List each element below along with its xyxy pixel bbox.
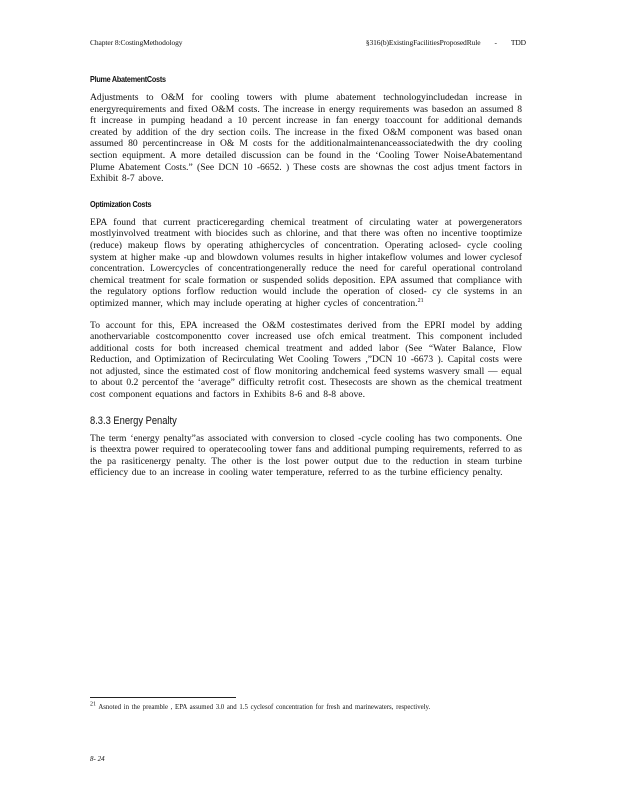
footnote-reference: 21	[417, 297, 424, 304]
header-rule: §316(b)ExistingFacilitiesProposedRule	[365, 38, 481, 47]
header-right	[366, 38, 526, 47]
footnote-divider	[90, 697, 236, 698]
footnote	[90, 703, 520, 712]
paragraph-optimization-1-text: EPA found that current practiceregarding chemical treatment of circulating water at powergenerators mostlyinvolved treatment with biocides such as chlorine, and that there was often no incentive tooptimize (reduce) makeup flows by operating athighercycles of concentration. Operating aclosed- cycle cooling system at higher make -up and blowdown volumes results in higher intakeflow volumes and lower cyclesof concentration. Lowercycles of concentrationgenerally reduce the need for careful operational controland chemical treatment for scale formation or suspended solids deposition. EPA assumed that compliance with the regulatory options forflow reduction would include the operation of closed- cy cle systems in an optimized manner, which may include operating at higher cycles of concentration.	[90, 216, 522, 309]
heading-optimization-costs: Optimization Costs	[90, 198, 152, 209]
footnote-mark: 21	[90, 701, 96, 708]
header-chapter: Chapter 8:CostingMethodology	[90, 38, 183, 47]
page-header	[90, 38, 526, 50]
footnote-text: Asnoted in the preamble , EPA assumed 3.0 and 1.5 cyclesof concentration for fresh and marinewaters, respectively.	[98, 704, 431, 711]
paragraph-energy-penalty: The term ‘energy penalty”as associated with conversion to closed -cycle cooling has two components. One is theextra power required to operatecooling tower fans and additional pumping requirements, referred to as the pa rasiticenergy penalty. The other is the lost power output due to the reduction in steam turbine efficiency due to an increase in cooling water temperature, referred to as the turbine efficiency penalty.	[90, 432, 522, 479]
paragraph-plume-abatement: Adjustments to O&M for cooling towers with plume abatement technologyincludedan increase in energyrequirements and fixed O&M costs. The increase in energy requirements was basedon an assumed 8 ft increase in pumping headand a 10 percent increase in fan energy toaccount for additional demands created by addition of the dry section coils. The increase in the fixed O&M component was based onan assumed 80 percentincrease in O& M costs for the additionalmaintenanceassociatedwith the dry cooling section equipment. A more detailed discussion can be found in the ‘Cooling Tower NoiseAbatementand Plume Abatement Costs.” (See DCN 10 -6652. ) These costs are shownas the cost adjus tment factors in Exhibit 8-7 above.	[90, 92, 522, 185]
page-number: 8- 24	[90, 755, 105, 763]
paragraph-optimization-2: To account for this, EPA increased the O&M costestimates derived from the EPRI model by adding anothervariable costcomponentto cover increased use ofch emical treatment. This component included additional costs for both increased chemical treatment and added labor (See “Water Balance, Flow Reduction, and Optimization of Recirculating Wet Cooling Towers ,”DCN 10 -6673 ). Capital costs were not adjusted, since the estimated cost of flow monitoring andchemical feed systems wasvery small — equal to about 0.2 percentof the ‘average” difficulty retrofit cost. Thesecosts are shown as the chemical treatment cost component equations and factors in Exhibits 8-6 and 8-8 above.	[90, 319, 522, 401]
header-separator: -	[494, 38, 497, 47]
heading-energy-penalty: 8.3.3 Energy Penalty	[90, 414, 177, 427]
header-doc: TDD	[510, 38, 526, 47]
page-body	[90, 74, 522, 489]
paragraph-optimization-1	[90, 217, 522, 310]
heading-plume-abatement: Plume AbatementCosts	[90, 74, 166, 84]
